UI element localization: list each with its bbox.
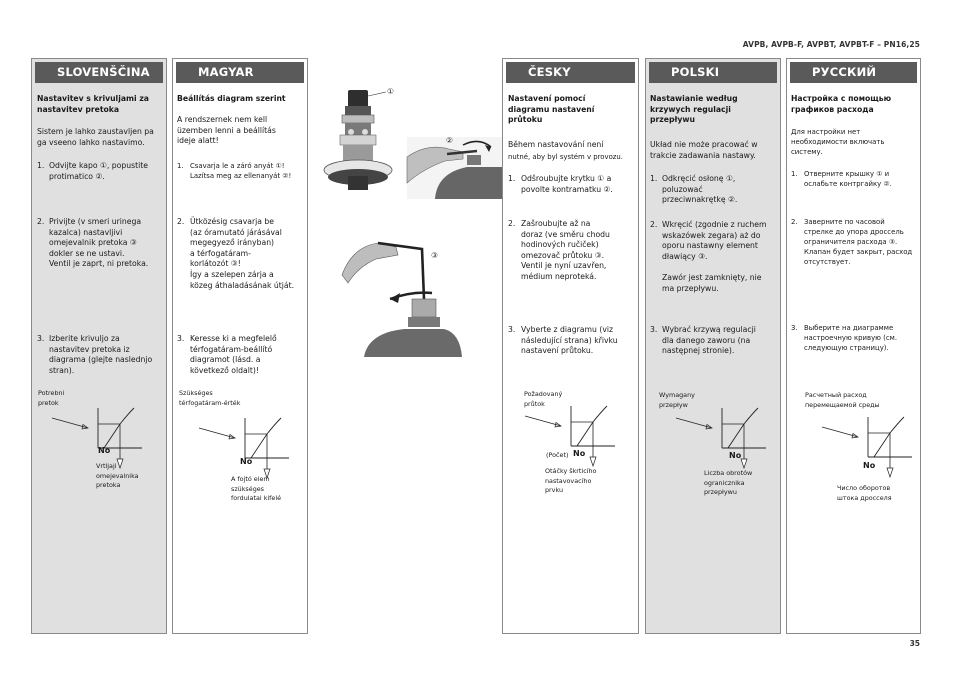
allen-key-setting-illustration [342,237,462,357]
diagram-no-label: No [863,461,876,470]
callout-1: ① [387,87,394,96]
section-subtitle: Nastavení pomocí diagramu nastavení průtoku [508,94,595,125]
diagram-count-label: (Počet) [546,451,569,459]
column-heading: ČESKY [506,62,635,83]
diagram-no-label: No [240,457,253,466]
intro-text: Układ nie może pracować w trakcie zadawania nastawy. [650,140,758,160]
step-text: Izberite krivuljo za nastavitev pretoka iz diagrama (glejte naslednjo stran). [49,334,153,375]
step-text: Выберите на диаграмме настроечную кривую (см. следующую страницу). [804,324,898,352]
step-text: Заверните по часовой стрелке до упора дроссель ограничителя расхода ③. Клапан будет закрыт, расход отсутствует. [804,218,913,266]
step-number: 3. [650,325,658,334]
flow-setting-diagram [525,402,625,477]
column-cesky [502,58,639,634]
step-number: 1. [37,161,45,170]
section-subtitle: Nastawianie według krzywych regulacji przepływu [650,94,738,125]
page-number: 35 [909,639,920,648]
step-number: 3. [37,334,45,343]
step-text: Wkręcić (zgodnie z ruchem wskazówek zegara) aż do oporu nastawny element dławiący ③. Zawór jest zamknięty, nie ma przepływu. [662,220,767,293]
callout-2: ② [446,136,453,145]
step-text: Odkręcić osłonę ①, poluzować przeciwnakrętkę ②. [662,174,738,205]
section-subtitle: Nastavitev s krivuljami za nastavitev pretoka [37,94,149,114]
step-text: Vyberte z diagramu (viz následující strana) křivku nastavení průtoku. [521,325,618,356]
section-subtitle: Настройка с помощью графиков расхода [791,94,892,114]
step-text: Wybrać krzywą regulacji dla danego zaworu (na następnej stronie). [662,325,756,356]
step-number: 3. [791,324,798,332]
diagram-turns-label: Число оборотов штока дросселя [837,484,892,502]
diagram-turns-label: A fojtó elem szükséges fordulatai kifelé [231,475,282,503]
step-text: Csavarja le a záró anyát ①! Lazítsa meg az ellenanyát ②! [190,162,292,180]
column-slovenscina [31,58,167,634]
step-text: Privijte (v smeri urinega kazalca) nastavljivi omejevalnik pretoka ③ dokler se ne ustavi. Ventil je zaprt, ni pretoka. [49,217,149,269]
diagram-flow-label: Požadovaný průtok [524,390,563,408]
intro-text: A rendszernek nem kell üzemben lenni a beállítás ideje alatt! [177,115,276,146]
diagram-turns-label: Vrtljaji omejevalnika pretoka [96,462,139,490]
column-heading: MAGYAR [176,62,304,83]
diagram-flow-label: Wymagany przepływ [659,391,695,409]
diagram-flow-label: Potrebni pretok [38,389,65,407]
step-text: Keresse ki a megfelelő térfogatáram-beállító diagramot (lásd. a következő oldalt)! [190,334,277,375]
step-text: Odšroubujte krytku ① a povolte kontramatku ②. [521,174,613,194]
diagram-no-label: No [729,451,742,460]
step-number: 3. [508,325,516,334]
intro-text: Sistem je lahko zaustavljen pa ga vseeno lahko nastavimo. [37,127,154,147]
step-number: 2. [37,217,45,226]
column-russkiy [786,58,921,634]
step-number: 1. [791,170,798,178]
header-title: AVPB, AVPB-F, AVPBT, AVPBT-F – PN16,25 [742,40,920,49]
step-number: 2. [508,219,516,228]
intro-text-small: nutné, aby byl systém v provozu. [508,153,623,161]
flow-setting-diagram [676,404,776,479]
column-heading: РУССКИЙ [790,62,917,83]
flow-setting-diagram [822,413,922,488]
step-text: Отверните крышку ① и ослабьте контргайку ②. [804,170,892,188]
callout-3: ③ [431,251,438,260]
step-number: 1. [650,174,658,183]
diagram-turns-label: Otáčky škrticího nastavovacího prvku [545,467,597,495]
step-number: 2. [791,218,798,226]
column-heading: POLSKI [649,62,777,83]
intro-text: Během nastavování není [508,140,604,149]
column-magyar [172,58,308,634]
diagram-no-label: No [98,446,111,455]
step-number: 2. [177,217,185,226]
step-text: Zašroubujte až na doraz (ve směru chodu hodinových ručiček) omezovač průtoku ③. Ventil je nyní uzavřen, médium neproteká. [521,219,610,281]
step-number: 2. [650,220,658,229]
section-subtitle: Beállítás diagram szerint [177,94,286,103]
step-text: Ütközésig csavarja be (az óramutató járásával megegyező irányban) a térfogatáram- korlátozót ③! Így a szelepen zárja a közeg áthaladásának útját. [190,217,295,290]
step-number: 3. [177,334,185,343]
diagram-flow-label: Szükséges térfogatáram-érték [179,389,241,407]
valve-cap-illustration [318,84,408,196]
diagram-flow-label: Расчетный расход перемещаемой среды [805,391,880,409]
step-number: 1. [508,174,516,183]
step-text: Odvijte kapo ①, popustite protimatico ②. [49,161,149,181]
hand-loosening-locknut-illustration [407,137,502,199]
diagram-no-label: No [573,449,586,458]
diagram-turns-label: Liczba obrotów ogranicznika przepływu [704,469,753,497]
step-number: 1. [177,162,184,170]
column-polski [645,58,781,634]
intro-text: Для настройки нет необходимости включать систему. [791,128,885,156]
column-heading: SLOVENŠČINA [35,62,163,83]
